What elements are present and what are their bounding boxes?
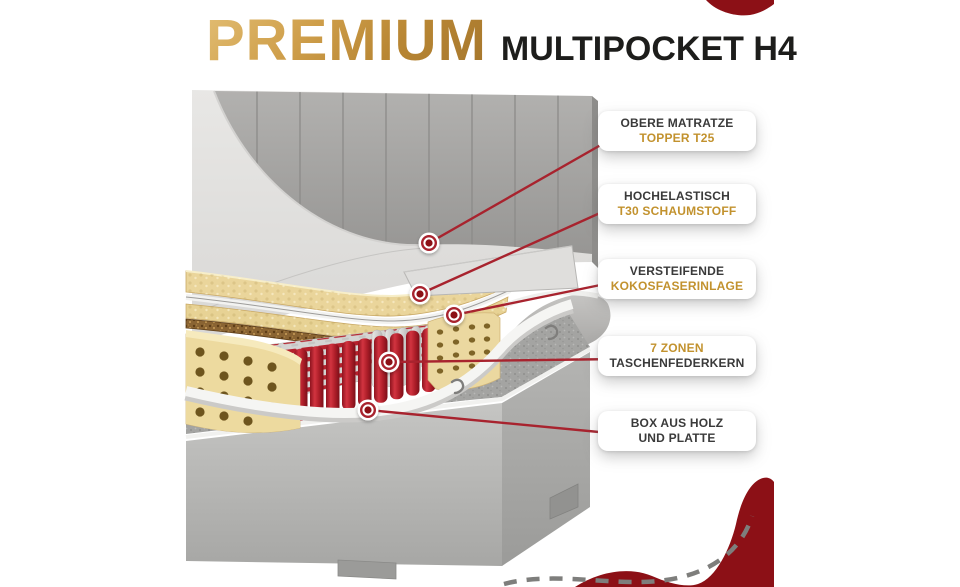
callout-marker-icon: [379, 352, 400, 373]
title-brand: PREMIUM: [206, 8, 487, 73]
callout-label-springs: [598, 336, 756, 376]
callout-label-box: [598, 411, 756, 451]
title-model: MULTIPOCKET H4: [500, 30, 797, 68]
callout-label-line: UND PLATTE: [638, 431, 716, 445]
callout-label-line: T30 SCHAUMSTOFF: [617, 204, 737, 218]
callout-label-line: OBERE MATRATZE: [620, 116, 734, 130]
callout-label-line: 7 ZONEN: [650, 341, 704, 355]
callout-marker-icon: [419, 233, 440, 254]
callout-label-foam: [598, 184, 756, 224]
callout-label-line: TASCHENFEDERKERN: [609, 356, 745, 370]
callout-label-topper: [598, 111, 756, 151]
callout-label-line: BOX AUS HOLZ: [630, 416, 724, 430]
callout-label-coco: [598, 259, 756, 299]
page-title: [206, 8, 806, 74]
callout-label-line: VERSTEIFENDE: [629, 264, 725, 278]
callout-label-line: KOKOSFASERINLAGE: [610, 279, 744, 293]
callout-marker-icon: [410, 284, 431, 305]
callout-marker-icon: [358, 400, 379, 421]
callout-marker-icon: [444, 305, 465, 326]
callout-label-line: TOPPER T25: [639, 131, 715, 145]
callout-label-line: HOCHELASTISCH: [624, 189, 730, 203]
